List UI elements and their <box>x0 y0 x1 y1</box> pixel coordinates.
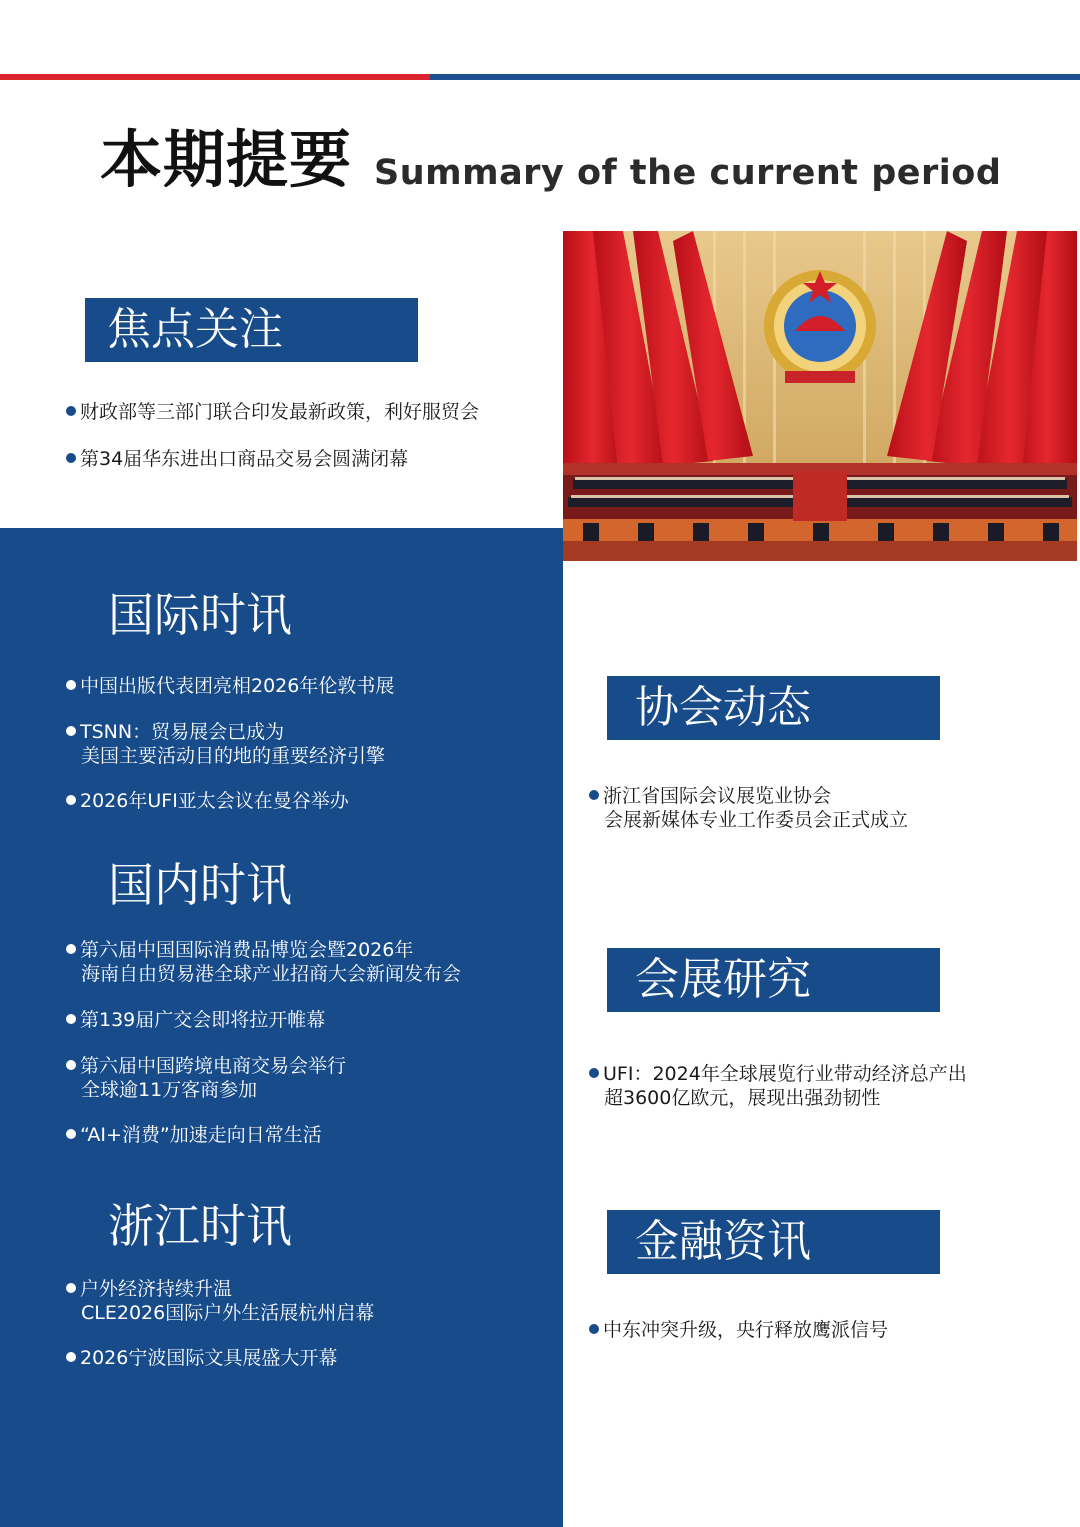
bullet-dot <box>66 944 76 954</box>
section-assoc-header: 协会动态 <box>607 676 940 740</box>
bullet-dot <box>66 453 76 463</box>
top-stripe-blue <box>430 74 1080 80</box>
page-title: 本期提要 <box>100 123 353 196</box>
zhejiang-item-2[interactable]: 2026宁波国际文具展盛大开幕 <box>66 1346 337 1370</box>
domestic-item-3[interactable]: 第六届中国跨境电商交易会举行 全球逾11万客商参加 <box>66 1054 346 1102</box>
page-subtitle: Summary of the current period <box>374 153 1002 193</box>
assoc-item-1[interactable]: 浙江省国际会议展览业协会 会展新媒体专业工作委员会正式成立 <box>589 784 908 832</box>
bullet-dot <box>589 1068 599 1078</box>
top-stripe-red <box>0 74 430 80</box>
focus-item-1[interactable]: 财政部等三部门联合印发最新政策，利好服贸会 <box>66 400 479 424</box>
section-intl-header: 国际时讯 <box>108 588 292 642</box>
intl-item-3[interactable]: 2026年UFI亚太会议在曼谷举办 <box>66 789 349 813</box>
section-research-header: 会展研究 <box>607 948 940 1012</box>
bullet-dot <box>66 1352 76 1362</box>
bullet-dot <box>589 790 599 800</box>
domestic-item-4[interactable]: “AI+消费”加速走向日常生活 <box>66 1123 322 1147</box>
bullet-dot <box>589 1324 599 1334</box>
bullet-dot <box>66 1014 76 1024</box>
bullet-dot <box>66 726 76 736</box>
section-zhejiang-header: 浙江时讯 <box>108 1199 292 1253</box>
intl-item-2[interactable]: TSNN：贸易展会已成为 美国主要活动目的地的重要经济引擎 <box>66 720 385 768</box>
section-focus-header: 焦点关注 <box>85 298 418 362</box>
bullet-dot <box>66 1283 76 1293</box>
finance-item-1[interactable]: 中东冲突升级，央行释放鹰派信号 <box>589 1318 888 1342</box>
focus-item-2[interactable]: 第34届华东进出口商品交易会圆满闭幕 <box>66 447 408 471</box>
domestic-item-1[interactable]: 第六届中国国际消费品博览会暨2026年 海南自由贸易港全球产业招商大会新闻发布会 <box>66 938 461 986</box>
intl-item-1[interactable]: 中国出版代表团亮相2026年伦敦书展 <box>66 674 394 698</box>
bullet-dot <box>66 680 76 690</box>
section-finance-header: 金融资讯 <box>607 1210 940 1274</box>
bullet-dot <box>66 1129 76 1139</box>
conference-hall-photo <box>563 231 1077 561</box>
bullet-dot <box>66 406 76 416</box>
domestic-item-2[interactable]: 第139届广交会即将拉开帷幕 <box>66 1008 325 1032</box>
bullet-dot <box>66 1060 76 1070</box>
zhejiang-item-1[interactable]: 户外经济持续升温 CLE2026国际户外生活展杭州启幕 <box>66 1277 374 1325</box>
section-domestic-header: 国内时讯 <box>108 858 292 912</box>
research-item-1[interactable]: UFI：2024年全球展览行业带动经济总产出 超3600亿欧元，展现出强劲韧性 <box>589 1062 967 1110</box>
bullet-dot <box>66 795 76 805</box>
